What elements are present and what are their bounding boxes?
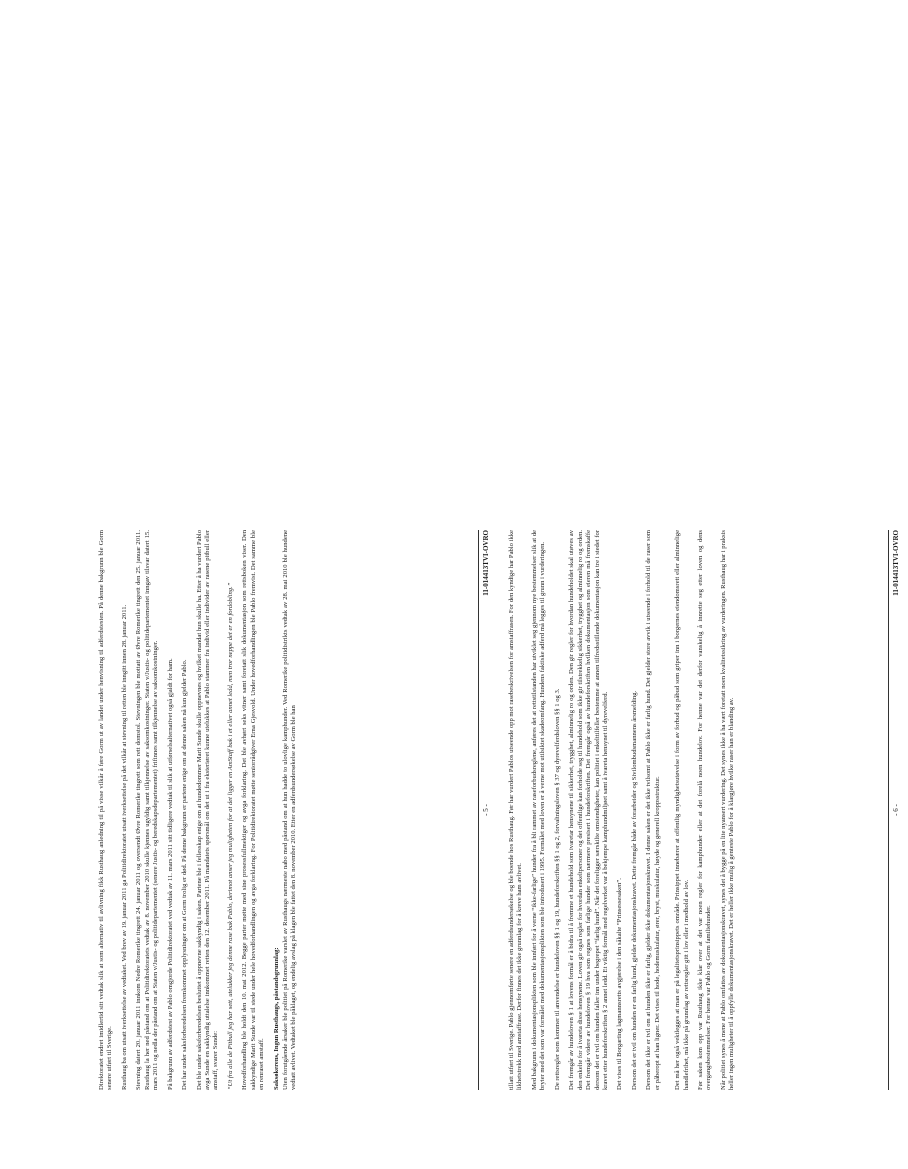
paragraph: Det vises til Borgarting lagmannsretts avgjørelse i den såkalte “Prinsessesaken”. (616, 878, 624, 1090)
paragraph: Direktoratet endret imidlertid sitt vedtak slik at som alternativ til avlivning fikk Rusthaug anledning til på visse vilkår å føre Gorm ut av landet under henvisning til adferdstesten. På denne bakgrunn ble Gorm senere utført til Sverige. (98, 530, 114, 1090)
paragraph: De rettsregler som kommer til anvendelse er hundeloven §§ 1 og 19, hundeforskriften §§ 1 og 2, forvaltningsloven § 37 og dyrevelferdsloven §§ 1 og 3. (553, 688, 561, 1090)
paragraph: Dersom det ikke er tvil om at hunden ikke er farlig, gjelder ikke dokumentasjonskravet. I denne saken er det ikke tvilsomt at Pablo ikke er farlig hund. Det gjelder store avvik i utseende i forhold til de raser som er påberopt at han ligner. Det vises til hode, hodemuskulatur, ører, bryst, muskulatur, høyde og generell kroppsstruktur. (645, 530, 661, 1090)
page-number: - 5 - (482, 804, 490, 816)
paragraph: Uten forutgående årsaker ble politiet på Romerike varslet av Rusthaugs nærmeste nabo med påstand om at hun hadde to ulovlige kamphunder. Ved Romerike politidistrikts vedtak av 28. mai 2010 ble hundene vedtatt avlivet. Vedtaket ble påklaget, og endelig avslag på klagen ble fattet den 8. november 2010. Etter en adferdsundersøkelse av Gorm ble han (282, 530, 298, 1090)
paragraph: Det har under saksforberedelsen fremkommet opplysninger om at Gorm trolig er død. På denne bakgrunn er partene enige om at denne saken nå kun gjelder Pablo. (181, 659, 189, 1090)
document-id: 11-014413TVI-OVRO (482, 530, 490, 596)
page-body (508, 530, 880, 1090)
page-number: - 6 - (892, 804, 900, 816)
page-body (98, 530, 470, 1090)
page-footer (888, 530, 907, 1090)
document-page-5 (98, 530, 498, 1090)
quoted-statement: “Ut fra alle de Pitbull jeg har sett, utelukker jeg denne rase bak Pablo, derimot anser jeg muligheten for at det ligger en AmStaff bak i et eller annet ledd, men tror neppe det er en fordobling.” (226, 582, 234, 1090)
paragraph: På bakgrunn av adferdstest av Pablo omgjorde Politidirektoratet ved vedtak av 11. mars 2011 sitt tidligere vedtak til slik at utførselsalternativet også gjaldt for ham. (166, 658, 174, 1090)
paragraph: Dersom det er tvil om hunden er en farlig hund, gjelder dokumentasjonskravet. Dette fremgår både av forarbeider og Sivilombudsmannens årsmelding. (630, 690, 638, 1090)
paragraph: Når politiet synes å mene at Pablo omfattes av dokumentasjonskravet, synes det å bygge på en lite nyansert vurdering. Det synes ikke å ha vært foretatt noen kvalitetssikring av vurderingen. Rusthaug har i praksis heller ingen muligheter til å oppfylle dokumentasjonskravet. Det er heller ikke mulig å genteste Pablo for å klargjøre hvilke raser han er blanding av. (719, 530, 736, 1090)
paragraph: Det ble under saksforberedelsen besluttet å oppnevne sakkyndig i saken. Partene ble i fellesskap enige om at hundedommer Marit Sunde skulle oppnevnes og hvilket mandat hun skulle ha. Etter å ha vurdert Pablo avga Sunde en sakkyndig uttalelse innkommet retten den 12. desember 2011. På mandatets spørsmål om det ut i fra eksteriøret kunne utelukkes at Pablo stammer fra individ eller individer av rasene pitbull eller amstaff, svarer Sunde: (195, 530, 220, 1090)
paragraph: Hovedforhandling ble holdt den 10. mai 2012. Begge parter møtte med sine prosessfullmektiger og avga forklaring. Det ble avhørt seks vitner samt foretatt slik dokumentasjon som rettsboken viser. Den sakkyndige Marit Sunde var til stede under hele hovedforhandlingen og avga forklaring. For Politidirektoratet møtte seniorrådgiver Erna Gjesvold. Under hovedforhandlingen ble Pablo fremvist. Det samme ble en renraset amstaff. (241, 530, 266, 1090)
document-page-6 (508, 530, 908, 1090)
paragraph: tillatt utført til Sverige. Pablo gjennomførte senere en adferdsundersøkelse og ble boende hos Rusthaug. Før har vurdert Pablos utseende opp mot rasebeskrivelsen for amstaffrasen. For den kyndige har Pablo ikke likhetstrekk med amstaffrase. Derfor finnes det ikke grunnlag for å kreve ham avlivet. (508, 530, 524, 1090)
paragraph: Det må her også vektlegges at man er på legalitetsprinsippets område. Prinsippet innebærer at offentlig myndighetsutøvelse i form av forbud og påbud som griper inn i borgernes eiendomsrett eller alminnelige handlefrihet, må ikke på grunnlag av rettsregler gitt i lov eller i medhold av lov. (674, 530, 690, 1090)
document-id: 11-014413TVI-OVRO (892, 530, 900, 596)
section-heading: Saksøkerens, Ingun Rusthaugs, påstandsgrunnlag: (272, 947, 280, 1090)
paragraph: Rusthaug ba om utsatt iverksettelse av vedtaket. Ved brev av 19. januar 2011 ga Politidirektoratet utsatt iverksettelse på det vilkår at stevning til retten ble inngitt innen 28. januar 2011. (120, 604, 128, 1090)
paragraph: Det fremgår av hundeloven § 1 at lovens formål er å bidra til å fremme et hundehold som ivaretar hensynene til sikkerhet, trygghet, alminnelig ro og orden. Den gir regler for hvordan hundeholdet skal utøves av den enkelte for å ivareta disse hensynene. Loven gir også regler for hvordan enkeltpersoner og det offentlige kan forholde seg til hundehold som ikke gir tilstrekkelig sikkerhet, trygghet og alminnelig ro og orden. Det fremgår videre av hundeloven § 19 hva som regnes som farlige hunder som nærmere presisert i hundeforskriften. Det fremgår også av hundeforskriften hvilken dokumentasjon som eieren må fremskaffe dersom det er tvil om hunden faller inn under begrepet “farlig hund”. Når det foreligger særskilte omstendigheter, kan politiet i enkelttilfeller bestemme at annen tilfredsstillende dokumentasjon kan tre i stedet for kravet etter hundeforskriften § 2 annet ledd. Et viktig formål med regelverket var å bekjempe kamphundmiljøet samt å ivareta hensynet til dyrevelferd. (568, 530, 609, 1090)
paragraph: Stevning datert 20. januar 2011 innkom Nedre Romerike tingrett 24. januar 2011 og oversendt Øvre Romerike tingrett som rett domstol. Stevningen ble mottatt av Øvre Romerike tingrett den 25. januar 2011. Rusthaug la her ned påstand om at Politidirektoratets vedtak av 8. november 2010 skulle kjennes ugyldig samt tilkjennelse av saksomkostninger. Staten v/Justis- og politidepartementet inngav tilsvar datert 15. mars 2011 og nedla der påstand om at Staten v/Justis- og politidepartementet (senere Justis- og beredskapsdepartementet) frifinnes samt tilkjennelse av saksomkostninger. (135, 530, 160, 1090)
paragraph: Med bakgrunn i dokumentasjonsplikten som ble innført for å verne “ikke-farlige” hunder fra å bli rammet av raseforbudsreglene, anføres det at rettstilstanden har utviklet seg gjennom nye bestemmelser slik at de bryter med det som var formålet med dokumentasjonsplikten som ble introdusert i 1995. Formålet med loven er å verne mot utilsiktet skadeomfang. Hundens faktiske adferd må legges til grunn i vurderingen. (530, 530, 547, 1090)
page-footer (478, 530, 497, 1090)
paragraph: Før saken kom opp var Rusthaug ikke klar over at det var noen regler for kamphunder eller at det forelå noen hundelov. For henne var det derfor vanskelig å innrette seg etter loven og dens overgangsbestemmelser. For henne var Pablo og Gorm familiehunder. (697, 530, 713, 1090)
